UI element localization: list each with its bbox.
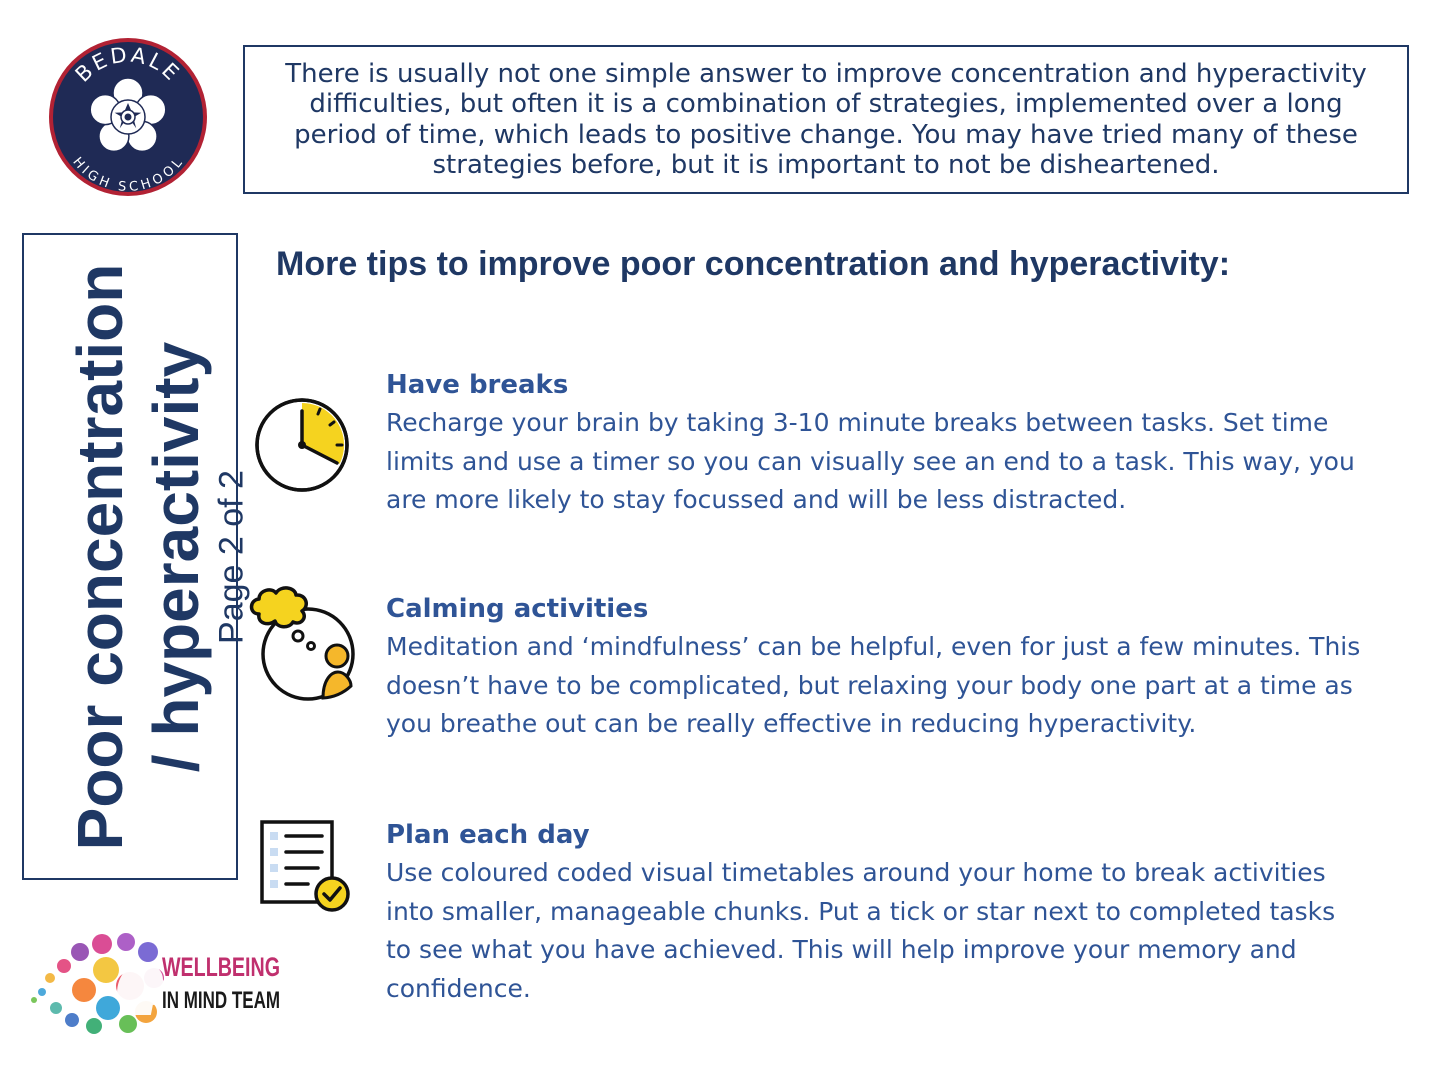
tip-title: Plan each day: [386, 820, 590, 850]
tip-have-breaks: [386, 366, 1366, 520]
tip-calming-activities: [386, 590, 1366, 744]
school-logo-top-text: BEDALE: [70, 42, 186, 87]
side-title-line-1: Poor concentration: [64, 263, 136, 851]
tip-body: Use coloured coded visual timetables around your home to break activities into smaller, manageable chunks. Put a tick or star next to completed tasks to see what you have achieved. This will help improve your memory and confidence.: [386, 858, 1336, 1003]
checklist-icon: [258, 818, 354, 914]
tip-body: Meditation and ‘mindfulness’ can be helpful, even for just a few minutes. This doesn’t have to be complicated, but relaxing your body one part at a time as you breathe out can be really effective in reducing hyperactivity.: [386, 632, 1361, 739]
thought-bubble-person-icon: [245, 584, 360, 702]
tips-heading: More tips to improve poor concentration and hyperactivity:: [276, 245, 1231, 283]
side-title-line-2: / hyperactivity: [140, 341, 212, 773]
colourful-head-icon: [31, 933, 166, 1034]
wellbeing-logo-line-2: IN MIND TEAM: [162, 987, 280, 1014]
tip-plan-each-day: [386, 816, 1366, 1008]
intro-text: There is usually not one simple answer to improve concentration and hyperactivity difficulties, but often it is a combination of strategies, implemented over a long period of time, which leads to positive change. You may have tried many of these strategies before, but it is important to not be disheartened.: [285, 58, 1367, 180]
page-indicator: Page 2 of 2: [212, 470, 251, 644]
intro-box: [243, 45, 1409, 194]
school-logo-bottom-text: HIGH SCHOOL: [69, 154, 187, 195]
wellbeing-logo: [22, 930, 290, 1040]
school-logo: [47, 36, 209, 198]
tip-title: Calming activities: [386, 594, 649, 624]
side-title-box: [22, 233, 251, 880]
tip-body: Recharge your brain by taking 3-10 minute breaks between tasks. Set time limits and use a timer so you can visually see an end to a task. This way, you are more likely to stay focussed and will be less distracted.: [386, 408, 1355, 515]
timer-icon: [252, 395, 352, 495]
wellbeing-logo-line-1: WELLBEING: [162, 952, 280, 982]
tip-title: Have breaks: [386, 370, 569, 400]
